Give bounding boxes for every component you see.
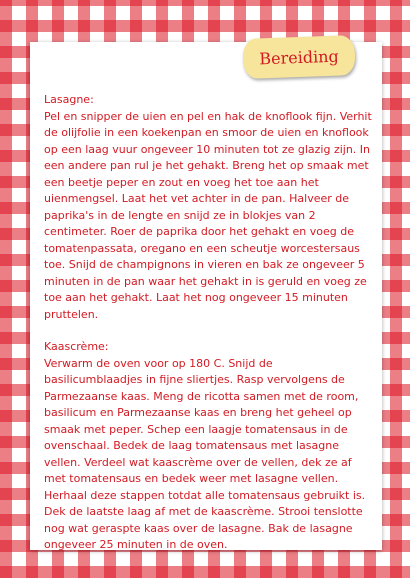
title-label: Bereiding: [242, 35, 355, 79]
section-text: Verwarm de oven voor op 180 C. Snijd de basilicumblaadjes in fijne sliertjes. Rasp vervolgens de Parmezaanse kaas. Meng de ricotta samen met de room, basilicum en Parmezaanse kaas en breng het geheel op smaak met peper. Schep een laagje tomatensaus in de ovenschaal. Bedek de laag tomatensaus met lasagne vellen. Verdeel wat kaascrème over de vellen, dek ze af met tomatensaus en bedek weer met lasagne vellen. Herhaal deze stappen totdat alle tomatensaus gebruikt is. Dek de laatste laag af met de kaascrème. Strooi tenslotte nog wat geraspte kaas over de lasagne. Bak de lasagne ongeveer 25 minuten in de oven.: [44, 356, 366, 551]
recipe-card: [30, 42, 382, 550]
section-text: Pel en snipper de uien en pel en hak de knoflook fijn. Verhit de olijfolie in een koekenpan en smoor de uien en knoflook op een laag vuur ongeveer 10 minuten tot ze glazig zijn. In een andere pan rul je het gehakt. Breng het op smaak met een beetje peper en zout en voeg het toe aan het uienmengsel. Laat het vet achter in de pan. Halveer de paprika's in de lengte en snijd ze in blokjes van 2 centimeter. Roer de paprika door het gehakt en voeg de tomatenpassata, oregano en een scheutje worcestersaus toe. Snijd de champignons in vieren en bak ze ongeveer 5 minuten in de pan waar het gehakt in is geruld en voeg ze toe aan het gehakt. Laat het nog ongeveer 15 minuten pruttelen.: [44, 109, 372, 321]
section-lasagne: [44, 92, 374, 323]
section-heading: Lasagne:: [44, 93, 94, 106]
section-kaascreme: [44, 339, 374, 554]
section-heading: Kaascrème:: [44, 340, 109, 353]
